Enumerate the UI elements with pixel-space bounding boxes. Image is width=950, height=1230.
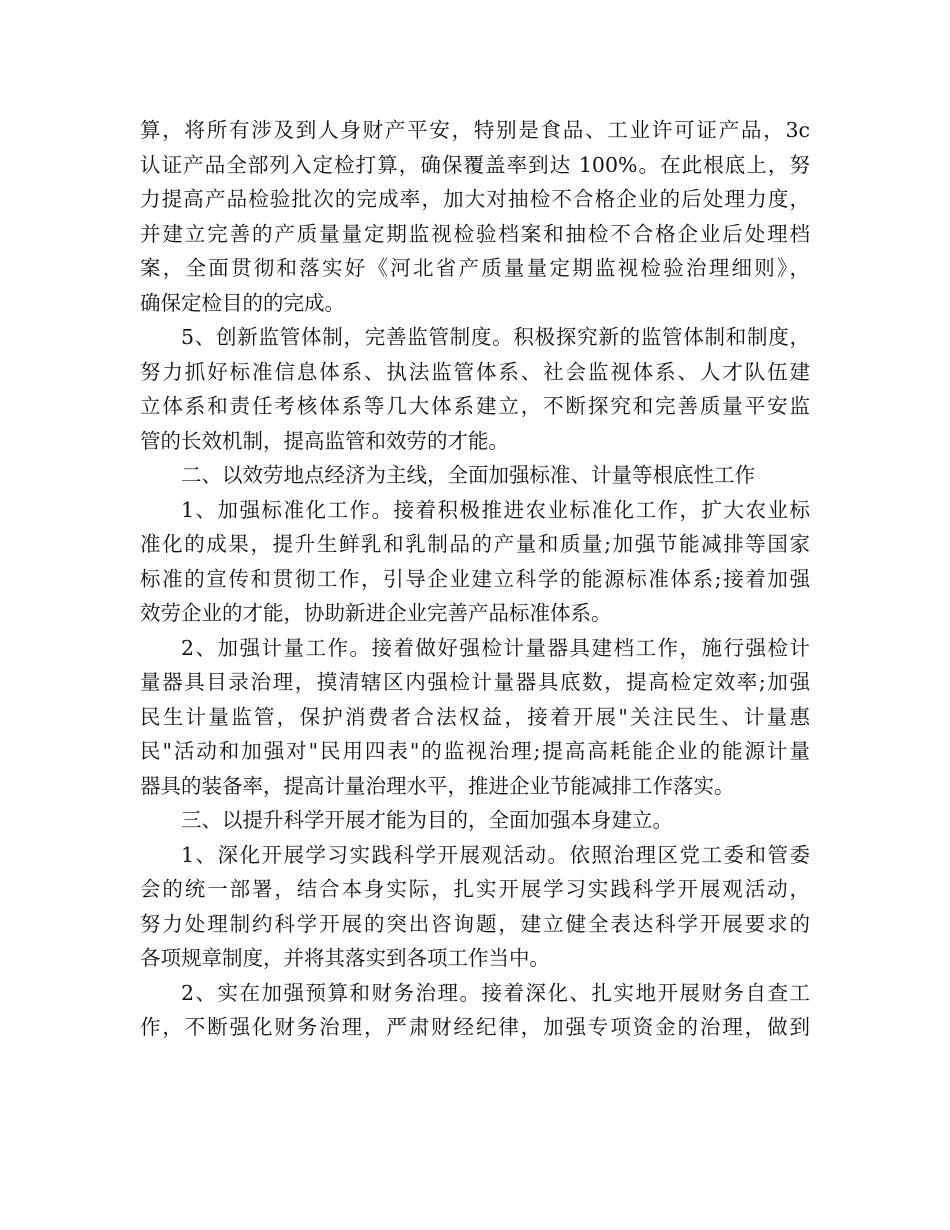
text-line: 确保定检目的的完成。	[140, 290, 345, 315]
text-line: 2、实在加强预算和财务治理。接着深化、扎实地开展财务自查工	[181, 980, 810, 1005]
text-line: 作，不断强化财务治理，严肃财经纪律，加强专项资金的治理，做到	[140, 1015, 810, 1039]
text-line: 努力抓好标准信息体系、执法监管体系、社会监视体系、人才队伍建	[140, 359, 810, 384]
text-line: 努力处理制约科学开展的突出咨询题，建立健全表达科学开展要求的	[140, 911, 810, 936]
text-line: 三、以提升科学开展才能为目的，全面加强本身建立。	[181, 808, 673, 832]
text-line: 并建立完善的产质量量定期监视检验档案和抽检不合格企业后处理档	[140, 221, 810, 246]
text-line: 量器具目录治理，摸清辖区内强检计量器具底数，提高检定效率;加强	[140, 670, 810, 694]
document-body	[140, 113, 810, 1045]
text-line: 案，全面贯彻和落实好《河北省产质量量定期监视检验治理细则》，	[140, 256, 810, 280]
text-line: 会的统一部署，结合本身实际，扎实开展学习实践科学开展观活动，	[140, 877, 810, 901]
text-line: 认证产品全部列入定检打算，确保覆盖率到达 100%。在此根底上，努	[140, 152, 810, 177]
text-line: 器具的装备率，提高计量治理水平，推进企业节能减排工作落实。	[140, 773, 735, 798]
text-line: 管的长效机制，提高监管和效劳的才能。	[140, 428, 509, 453]
text-line: 力提高产品检验批次的完成率，加大对抽检不合格企业的后处理力度，	[140, 187, 810, 211]
text-line: 1、深化开展学习实践科学开展观活动。依照治理区党工委和管委	[181, 842, 810, 867]
text-line: 5、创新监管体制，完善监管制度。积极探究新的监管体制和制度，	[181, 325, 810, 349]
text-line: 标准的宣传和贯彻工作，引导企业建立科学的能源标准体系;接着加强	[140, 566, 810, 591]
text-line: 效劳企业的才能，协助新进企业完善产品标准体系。	[140, 601, 612, 625]
text-line: 算，将所有涉及到人身财产平安，特别是食品、工业许可证产品，3c	[140, 118, 810, 142]
text-line: 各项规章制度，并将其落实到各项工作当中。	[140, 946, 550, 970]
text-line: 民生计量监管，保护消费者合法权益，接着开展"关注民生、计量惠	[140, 704, 810, 729]
text-line: 2、加强计量工作。接着做好强检计量器具建档工作，施行强检计	[181, 635, 810, 660]
text-line: 准化的成果，提升生鲜乳和乳制品的产量和质量;加强节能减排等国家	[140, 532, 810, 556]
text-line: 1、加强标准化工作。接着积极推进农业标准化工作，扩大农业标	[181, 497, 810, 522]
text-line: 民"活动和加强对"民用四表"的监视治理;提高高耗能企业的能源计量	[140, 739, 810, 763]
text-line: 立体系和责任考核体系等几大体系建立，不断探究和完善质量平安监	[140, 394, 810, 418]
text-line: 二、以效劳地点经济为主线，全面加强标准、计量等根底性工作	[181, 463, 755, 487]
